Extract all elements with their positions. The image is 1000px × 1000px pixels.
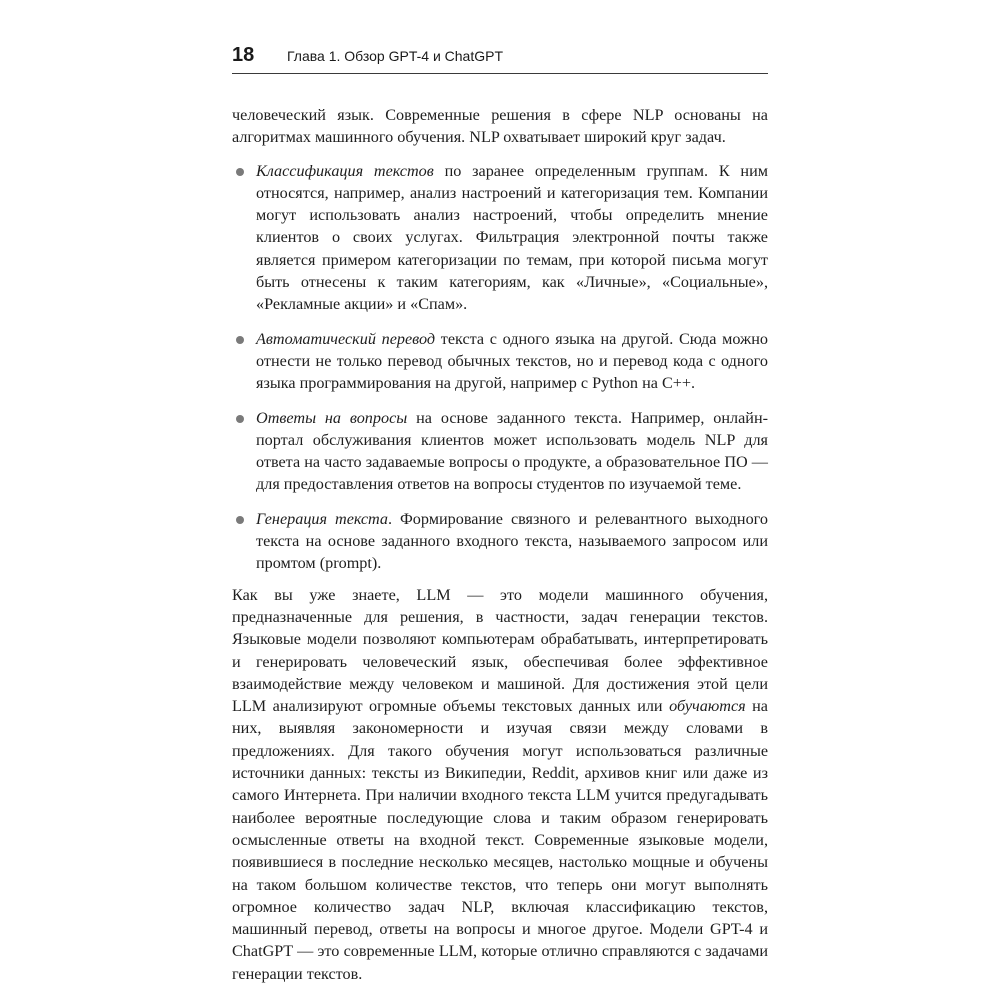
paragraph-emphasis: обучаются (669, 697, 746, 716)
list-item (232, 508, 768, 575)
list-item (232, 407, 768, 496)
list-item-text: текста с одного языка на другой. Сюда можно отнести не только перевод обычных текстов, но и перевод кода с одного языка программирования на другой, например с Python на C++. (256, 329, 768, 393)
page-body (232, 104, 768, 985)
list-item-term: Ответы на вопросы (256, 408, 408, 427)
list-item-text: на основе заданного текста. Например, онлайн-портал обслуживания клиентов может использовать модель NLP для ответа на часто задаваемые вопросы о продукте, а образовательное ПО — для предоставления ответов на вопросы студентов по изучаемой теме. (256, 408, 768, 494)
bullet-icon (236, 168, 244, 176)
list-item-term: Генерация текста (256, 509, 388, 528)
paragraph-text: на них, выявляя закономерности и изучая связи между словами в предложениях. Для такого обучения могут использоваться различные источники данных: тексты из Википедии, Reddit, архивов книг или даже из самого Интернета. При наличии входного текста LLM учится предугадывать наиболее вероятные последующие слова и таким образом генерировать осмысленные ответы на входной текст. Современные языковые модели, появившиеся в последние несколько месяцев, настолько мощные и обучены на таком большом количестве текстов, что теперь они могут выполнять огромное количество задач NLP, включая классификацию текстов, машинный перевод, ответы на вопросы и многое другое. Модели GPT-4 и ChatGPT — это современные LLM, которые отлично справляются с задачами генерации текстов. (232, 697, 768, 983)
list-item-term: Классификация текстов (256, 161, 434, 180)
list-item (232, 160, 768, 316)
bullet-icon (236, 336, 244, 344)
list-item-text: по заранее определенным группам. К ним относятся, например, анализ настроений и категоризация тем. Компании могут использовать анализ настроений, чтобы определить мнение клиентов о своих услугах. Фильтрация электронной почты также является примером категоризации по темам, при которой письма могут быть отнесены к таким категориям, как «Личные», «Социальные», «Рекламные акции» и «Спам». (256, 161, 768, 314)
list-item-text: . Формирование связного и релевантного выходного текста на основе заданного входного текста, называемого запросом или промтом (prompt). (256, 509, 768, 573)
nlp-tasks-list (232, 160, 768, 575)
intro-paragraph: человеческий язык. Современные решения в сфере NLP основаны на алгоритмах машинного обучения. NLP охватывает широкий круг задач. (232, 106, 768, 147)
list-item-term: Автоматический перевод (256, 329, 436, 348)
llm-paragraph (232, 584, 768, 985)
bullet-icon (236, 415, 244, 423)
bullet-icon (236, 516, 244, 524)
page-number: 18 (232, 44, 255, 66)
paragraph-text: Как вы уже знаете, LLM — это модели машинного обучения, предназначенные для решения, в частности, задач генерации текстов. Языковые модели позволяют компьютерам обрабатывать, интерпретировать и генерировать человеческий язык, обеспечивая более эффективное взаимодействие между человеком и машиной. Для достижения этой цели LLM анализируют огромные объемы текстовых данных или (232, 585, 768, 716)
list-item (232, 328, 768, 395)
page-header (232, 41, 768, 74)
running-head: Глава 1. Обзор GPT-4 и ChatGPT (287, 48, 504, 64)
